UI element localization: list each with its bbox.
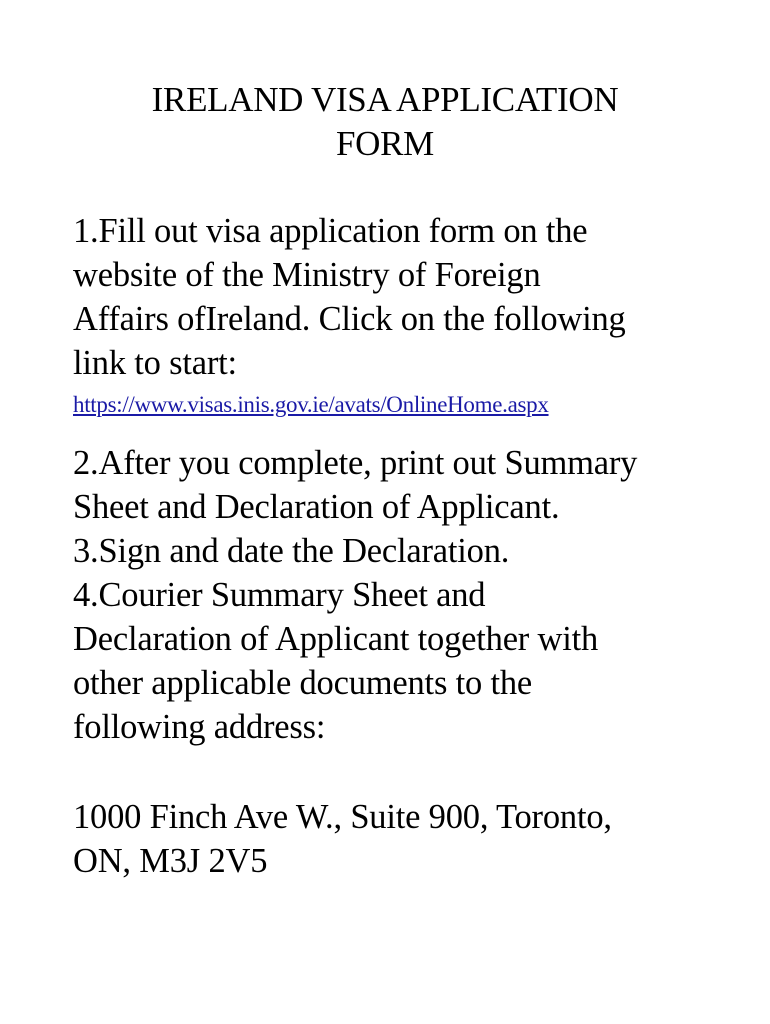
step-1-line-3: Affairs ofIreland. Click on the following	[73, 300, 626, 338]
step-1-line-2: website of the Ministry of Foreign	[73, 256, 541, 294]
step-1-instructions	[73, 209, 733, 385]
step-1-line-4: link to start:	[73, 344, 237, 382]
page-title	[0, 78, 770, 166]
visa-application-link[interactable]: https://www.visas.inis.gov.ie/avats/OnlineHome.aspx	[73, 392, 549, 417]
address-line-2: ON, M3J 2V5	[73, 842, 268, 880]
step-4-line-4: following address:	[73, 708, 326, 746]
step-2-line-2: Sheet and Declaration of Applicant.	[73, 488, 560, 526]
title-line-2: FORM	[335, 124, 434, 163]
mailing-address	[73, 795, 733, 883]
step-4-line-3: other applicable documents to the	[73, 664, 532, 702]
step-2-line-1: 2.After you complete, print out Summary	[73, 444, 638, 482]
step-4-line-1: 4.Courier Summary Sheet and	[73, 576, 486, 614]
step-3-line: 3.Sign and date the Declaration.	[73, 532, 510, 570]
step-4-line-2: Declaration of Applicant together with	[73, 620, 599, 658]
step-1-line-1: 1.Fill out visa application form on the	[73, 212, 588, 250]
address-line-1: 1000 Finch Ave W., Suite 900, Toronto,	[73, 798, 612, 836]
title-line-1: IRELAND VISA APPLICATION	[151, 80, 619, 119]
steps-2-to-4-instructions	[73, 441, 733, 749]
